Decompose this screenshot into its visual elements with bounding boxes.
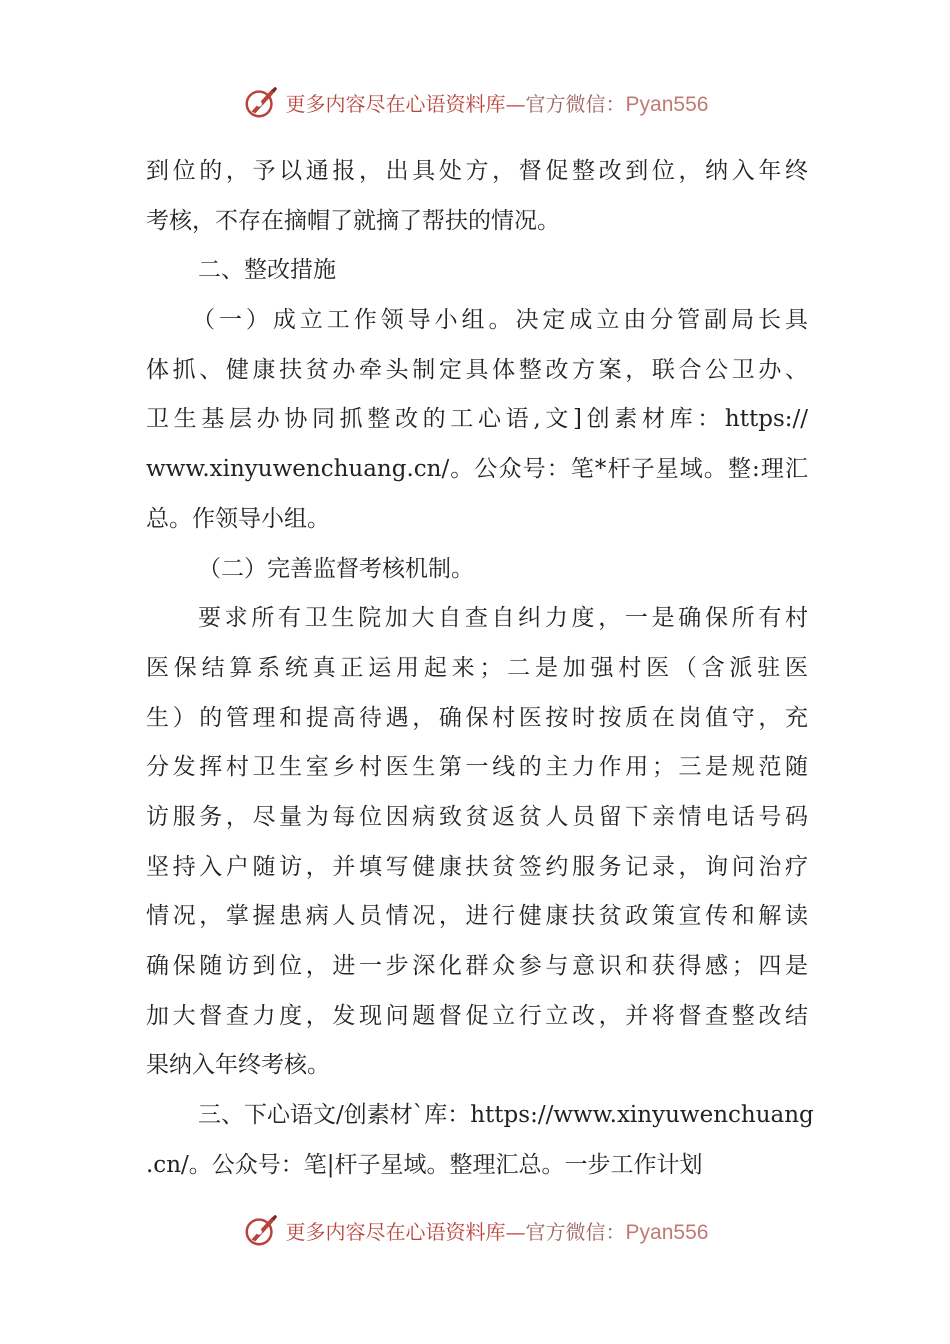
banner-dash: — <box>505 91 526 116</box>
banner-brand: 更多内容尽在心语资料库 <box>285 91 506 116</box>
text-line: 情况，掌握患病人员情况，进行健康扶贫政策宣传和解读 <box>146 903 808 930</box>
banner-text <box>286 1216 709 1245</box>
banner-dash: — <box>505 1219 526 1244</box>
text-line: 坚持入户随访，并填写健康扶贫签约服务记录，询问治疗 <box>146 853 808 880</box>
text-line: 卫生基层办协同抓整改的工心语,文]创素材库：https:// <box>146 406 808 433</box>
banner-wechat-label: 官方微信： <box>525 91 626 116</box>
text-line: （二）完善监督考核机制。 <box>198 555 474 582</box>
text-line: 确保随访到位，进一步深化群众参与意识和获得感；四是 <box>146 953 808 979</box>
banner-wechat-id: Pyan556 <box>625 92 709 116</box>
banner-brand: 更多内容尽在心语资料库 <box>285 1219 506 1244</box>
text-line: 分发挥村卫生室乡村医生第一线的主力作用；三是规范随 <box>146 754 808 781</box>
header-banner <box>0 82 950 122</box>
document-body <box>146 147 814 1190</box>
text-line: （一）成立工作领导小组。决定成立由分管副局长具 <box>192 307 808 334</box>
text-line: .cn/。公众号：笔|杆子星域。整理汇总。一步工作计划 <box>146 1151 703 1178</box>
banner-wechat-id: Pyan556 <box>625 1220 709 1244</box>
text-line: 加大督查力度，发现问题督促立行立改，并将督查整改结 <box>146 1002 808 1029</box>
text-line: 二、整改措施 <box>198 257 336 284</box>
text-line: 要求所有卫生院加大自查自纠力度，一是确保所有村 <box>198 605 808 632</box>
banner-wechat-label: 官方微信： <box>525 1219 626 1244</box>
text-line: 总。作领导小组。 <box>146 505 330 532</box>
text-line: www.xinyuwenchuang.cn/。公众号：笔*杆子星域。整:理汇 <box>146 456 808 483</box>
text-line: 医保结算系统真正运用起来；二是加强村医（含派驻医 <box>146 654 808 681</box>
text-line: 访服务，尽量为每位因病致贫返贫人员留下亲情电话号码 <box>146 803 808 830</box>
pen-logo-icon <box>242 83 280 121</box>
pen-logo-icon <box>242 1211 280 1249</box>
text-line: 体抓、健康扶贫办牵头制定具体整改方案，联合公卫办、 <box>146 356 808 383</box>
text-line: 生）的管理和提高待遇，确保村医按时按质在岗值守，充 <box>146 704 808 731</box>
text-line: 果纳入年终考核。 <box>146 1052 330 1079</box>
text-line: 三、下心语文/创素材`库：https://www.xinyuwenchuang <box>198 1102 814 1129</box>
text-line: 考核，不存在摘帽了就摘了帮扶的情况。 <box>146 207 560 234</box>
banner-text <box>286 88 709 117</box>
text-line: 到位的，予以通报，出具处方，督促整改到位，纳入年终 <box>146 158 808 184</box>
footer-banner <box>0 1210 950 1250</box>
